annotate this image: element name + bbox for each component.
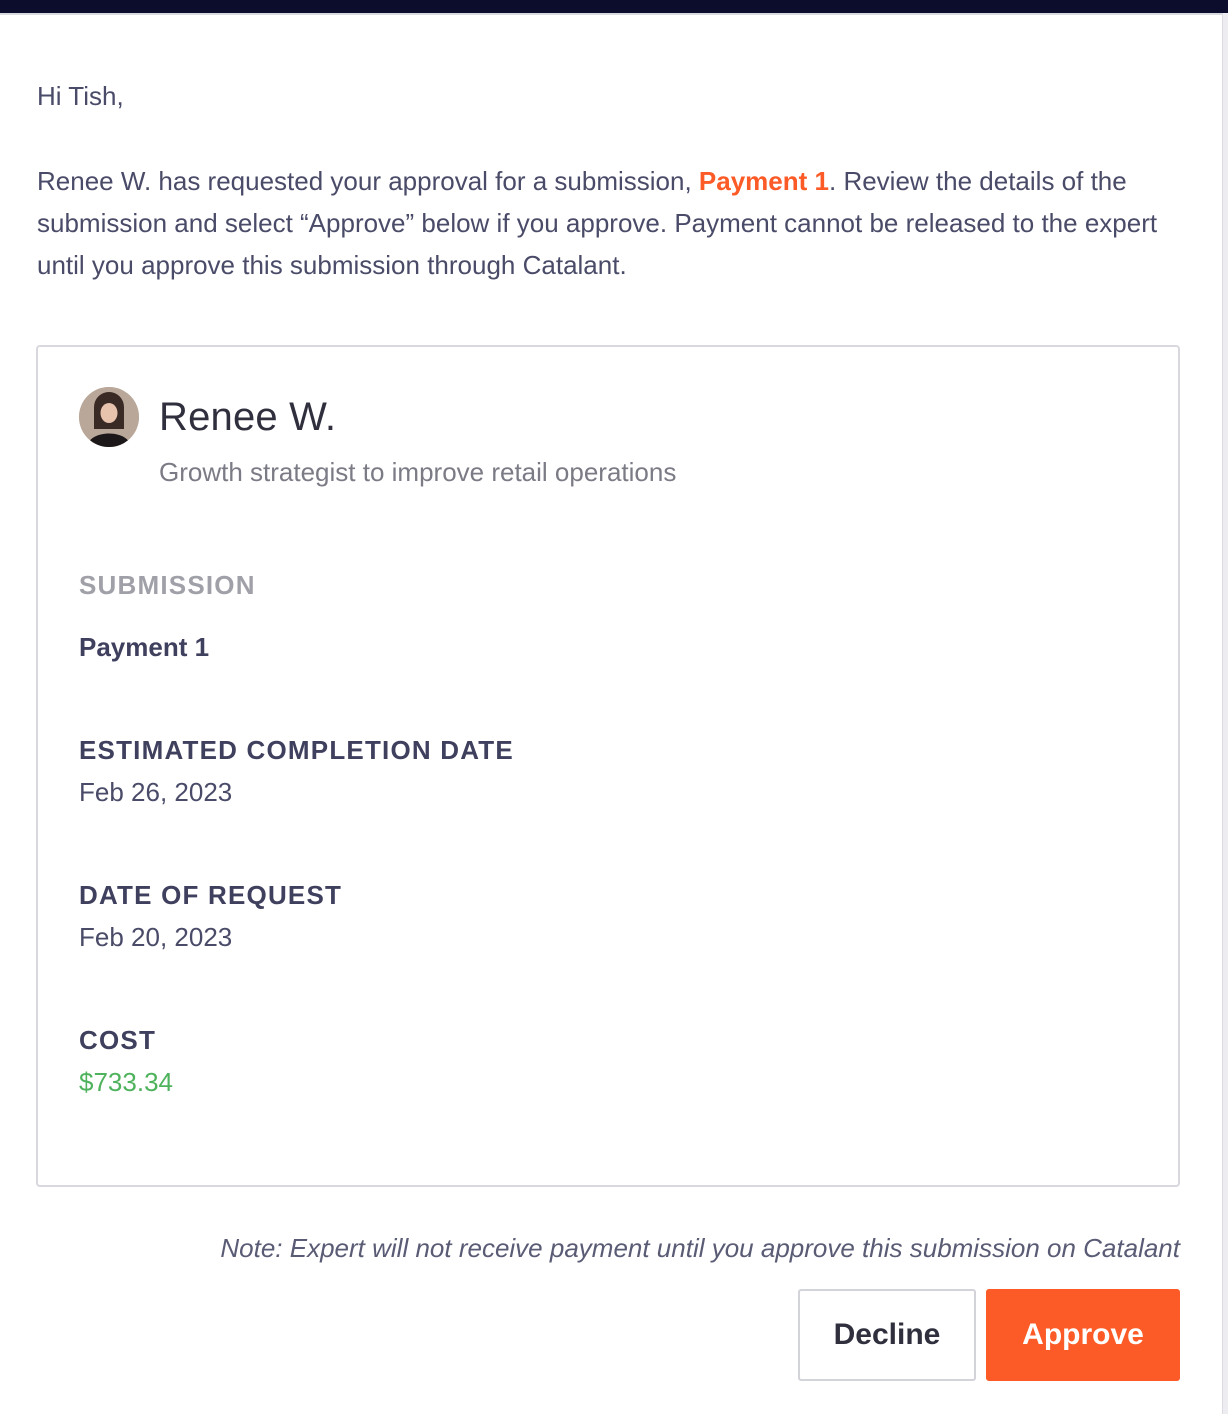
cost-label: COST xyxy=(79,1025,157,1055)
intro-text-before: Renee W. has requested your approval for a submission, xyxy=(37,166,699,196)
completion-date-value: Feb 26, 2023 xyxy=(79,777,233,807)
expert-headline: Growth strategist to improve retail operations xyxy=(159,457,677,487)
expert-photo-icon xyxy=(79,387,139,447)
scrollbar-track[interactable] xyxy=(1222,13,1228,1414)
approval-note: Note: Expert will not receive payment until you approve this submission on Catalant xyxy=(220,1233,1180,1263)
decline-button[interactable]: Decline xyxy=(798,1289,976,1381)
submission-link[interactable]: Payment 1 xyxy=(698,166,829,196)
intro-paragraph xyxy=(37,160,1187,286)
request-date-value: Feb 20, 2023 xyxy=(79,922,233,952)
expert-name: Renee W. xyxy=(159,395,337,439)
submission-card xyxy=(36,345,1180,1187)
greeting: Hi Tish, xyxy=(37,81,124,111)
top-header-bar xyxy=(0,0,1228,13)
approve-button[interactable]: Approve xyxy=(986,1289,1180,1381)
submission-label: SUBMISSION xyxy=(79,570,256,600)
completion-date-label: ESTIMATED COMPLETION DATE xyxy=(79,735,514,765)
avatar xyxy=(79,387,139,447)
request-date-label: DATE OF REQUEST xyxy=(79,880,343,910)
cost-value: $733.34 xyxy=(79,1067,173,1097)
submission-value: Payment 1 xyxy=(79,632,210,662)
header-divider xyxy=(0,13,1228,15)
intro-text-after: . Review the details of the submission and select “Approve” below if you approve. Payment cannot be released to the expert until you approve this submission through Catalant. xyxy=(37,166,1158,280)
